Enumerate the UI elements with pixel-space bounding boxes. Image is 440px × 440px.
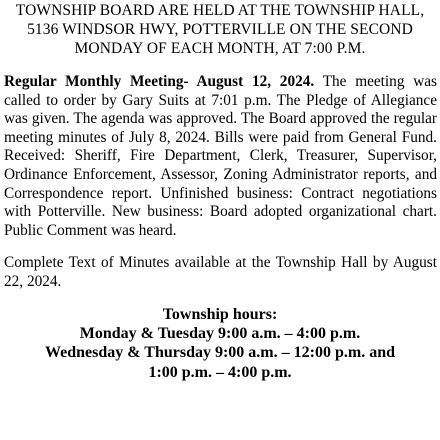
meeting-body: The meeting was called to order by Gary Suits at 7:01 p.m. The Pledge of Allegiance was given. The agenda was approved. The Board approved the regular meeting minutes of July 8, 2024. Bills were paid from General Fund. Received: Sheriff, Fire Department, Clerk, Treasurer, Supervisor, Ordinance Enforcement, Assessor, Zoning Administrator reports, and Correspondence report. Unfinished business: Contract negotiations with Potterville. New business: Board adopted organizational chart. Public Comment was heard. [4, 73, 438, 239]
hours-title: Township hours: [162, 305, 278, 323]
meeting-minutes-paragraph [0, 73, 440, 240]
hours-monday-tuesday: Monday & Tuesday 9:00 a.m. – 4:00 p.m. [79, 324, 361, 342]
notice-header: TOWNSHIP BOARD ARE HELD AT THE TOWNSHIP HALL, 5136 WINDSOR HWY, POTTERVILLE ON THE SECOND MONDAY OF EACH MONTH, AT 7:00 P.M. [15, 2, 425, 57]
meeting-title: Regular Monthly Meeting- August 12, 2024. [4, 73, 315, 90]
cut-off-top-line [0, 0, 440, 1]
hours-afternoon: 1:00 p.m. – 4:00 p.m. [148, 363, 292, 381]
complete-text-paragraph: Complete Text of Minutes available at the Township Hall by August 22, 2024. [4, 254, 437, 290]
hours-wednesday-thursday: Wednesday & Thursday 9:00 a.m. – 12:00 p.m. and [45, 344, 395, 362]
